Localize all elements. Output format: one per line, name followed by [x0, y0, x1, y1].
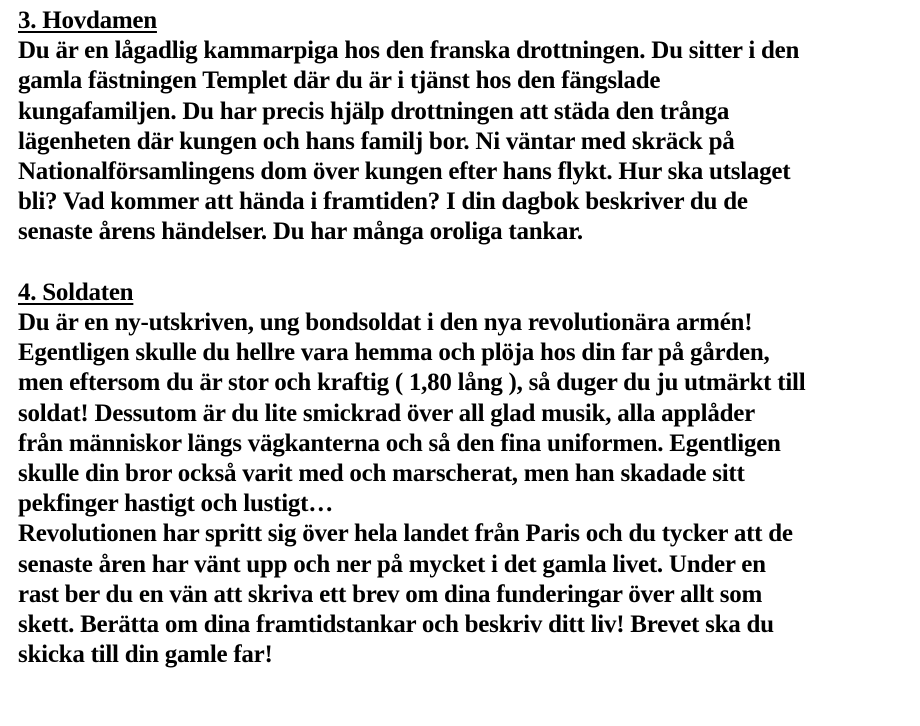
- text-line: lägenheten där kungen och hans familj bor. Ni väntar med skräck på: [18, 127, 735, 155]
- section-title-hovdamen: 3. Hovdamen: [18, 7, 157, 34]
- text-line: senaste årens händelser. Du har många oroliga tankar.: [18, 218, 583, 246]
- text-line: gamla fästningen Templet där du är i tjänst hos den fängslade: [18, 67, 661, 95]
- text-line: Du är en ny-utskriven, ung bondsoldat i den nya revolutionära armén!: [18, 309, 753, 337]
- section-hovdamen: [18, 6, 914, 248]
- document-page: [18, 6, 914, 670]
- text-line: skett. Berätta om dina framtidstankar och beskriv ditt liv! Brevet ska du: [18, 611, 774, 639]
- text-line: Nationalförsamlingens dom över kungen efter hans flykt. Hur ska utslaget: [18, 158, 791, 186]
- text-line: bli? Vad kommer att hända i framtiden? I din dagbok beskriver du de: [18, 188, 748, 216]
- text-line: Du är en lågadlig kammarpiga hos den franska drottningen. Du sitter i den: [18, 37, 800, 65]
- text-line: skulle din bror också varit med och marscherat, men han skadade sitt: [18, 460, 745, 488]
- section-title-soldaten: 4. Soldaten: [18, 278, 134, 306]
- text-line: skicka till din gamle far!: [18, 641, 273, 669]
- section-soldaten: [18, 278, 914, 671]
- text-line: Egentligen skulle du hellre vara hemma och plöja hos din far på gården,: [18, 339, 770, 367]
- text-line: pekfinger hastigt och lustigt…: [18, 490, 333, 518]
- text-line: soldat! Dessutom är du lite smickrad över all glad musik, alla applåder: [18, 399, 755, 427]
- text-line: senaste åren har vänt upp och ner på mycket i det gamla livet. Under en: [18, 550, 766, 578]
- text-line: Revolutionen har spritt sig över hela landet från Paris och du tycker att de: [18, 520, 793, 548]
- text-line: kungafamiljen. Du har precis hjälp drottningen att städa den trånga: [18, 97, 730, 125]
- text-line: men eftersom du är stor och kraftig ( 1,80 lång ), så duger du ju utmärkt till: [18, 369, 806, 397]
- text-line: från människor längs vägkanterna och så den fina uniformen. Egentligen: [18, 429, 781, 457]
- text-line: rast ber du en vän att skriva ett brev om dina funderingar över allt som: [18, 580, 763, 608]
- section-spacer: [18, 248, 914, 278]
